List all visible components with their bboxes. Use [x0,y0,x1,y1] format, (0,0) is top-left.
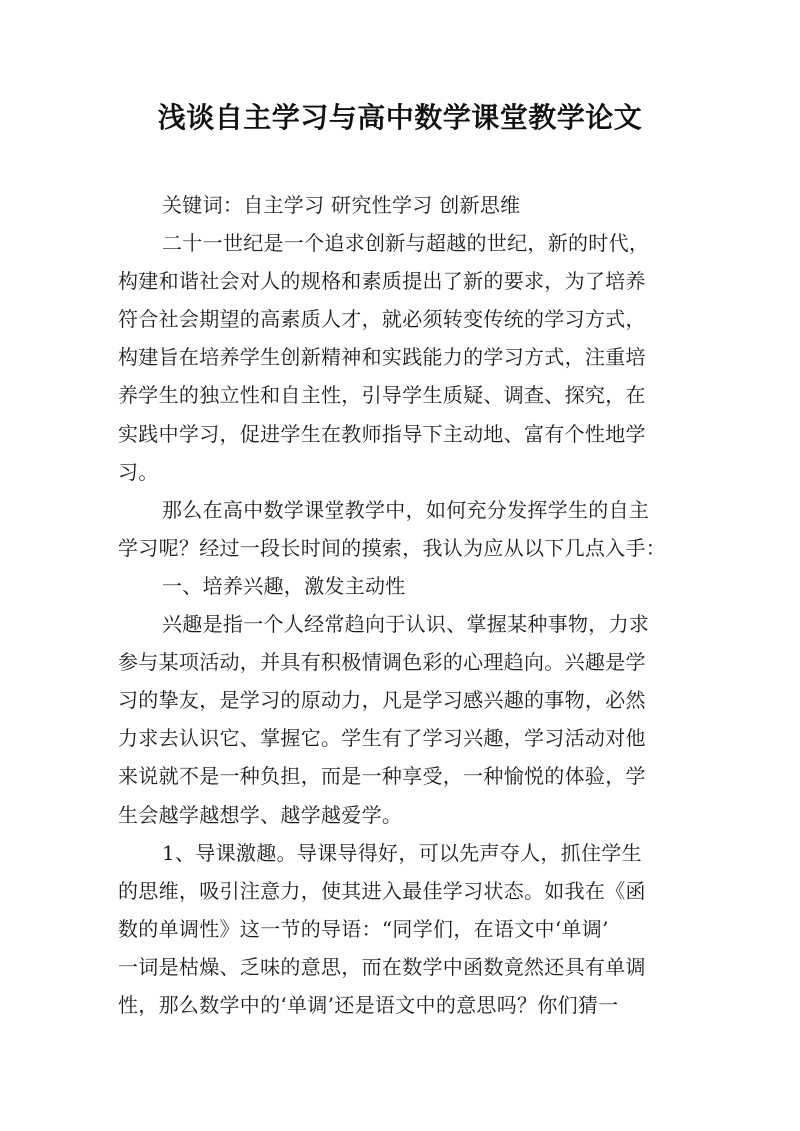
text-line: 二十一世纪是一个追求创新与超越的世纪，新的时代， [162,231,650,256]
text-line: 一、培养兴趣，激发主动性 [162,573,406,598]
text-line: 习的挚友，是学习的原动力，凡是学习感兴趣的事物，必然 [118,688,646,713]
text-line: 性，那么数学中的‘单调’还是语文中的意思吗？你们猜一 [118,992,619,1017]
text-line: 的思维，吸引注意力，使其进入最佳学习状态。如我在《函 [118,878,646,903]
text-line: 符合社会期望的高素质人才，就必须转变传统的学习方式， [118,307,646,332]
text-line: 关键词：自主学习 研究性学习 创新思维 [162,193,521,217]
text-line: 1、导课激趣。导课导得好，可以先声夺人，抓住学生 [162,840,642,865]
text-line: 养学生的独立性和自主性，引导学生质疑、调查、探究，在 [118,383,646,408]
text-line: 参与某项活动，并具有积极情调色彩的心理趋向。兴趣是学 [118,650,646,675]
text-line: 习。 [118,459,159,484]
text-line: 学习呢？经过一段长时间的摸索，我认为应从以下几点入手： [118,535,667,560]
text-line: 生会越学越想学、越学越爱学。 [118,802,403,827]
text-line: 构建旨在培养学生创新精神和实践能力的学习方式，注重培 [118,345,646,370]
text-line: 构建和谐社会对人的规格和素质提出了新的要求，为了培养 [118,269,646,294]
text-line: 兴趣是指一个人经常趋向于认识、掌握某种事物，力求 [162,612,650,637]
text-line: 力求去认识它、掌握它。学生有了学习兴趣，学习活动对他 [118,726,646,751]
text-line: 一词是枯燥、乏味的意思，而在数学中函数竟然还具有单调 [118,954,646,979]
document-body [118,186,690,1024]
text-line: 实践中学习，促进学生在教师指导下主动地、富有个性地学 [118,421,646,446]
document-title: 浅谈自主学习与高中数学课堂教学论文 [157,101,643,134]
text-line: 那么在高中数学课堂教学中，如何充分发挥学生的自主 [162,497,650,522]
text-line: 来说就不是一种负担，而是一种享受，一种愉悦的体验，学 [118,764,646,789]
text-line: 数的单调性》这一节的导语：“同学们，在语文中‘单调’ [118,916,609,941]
